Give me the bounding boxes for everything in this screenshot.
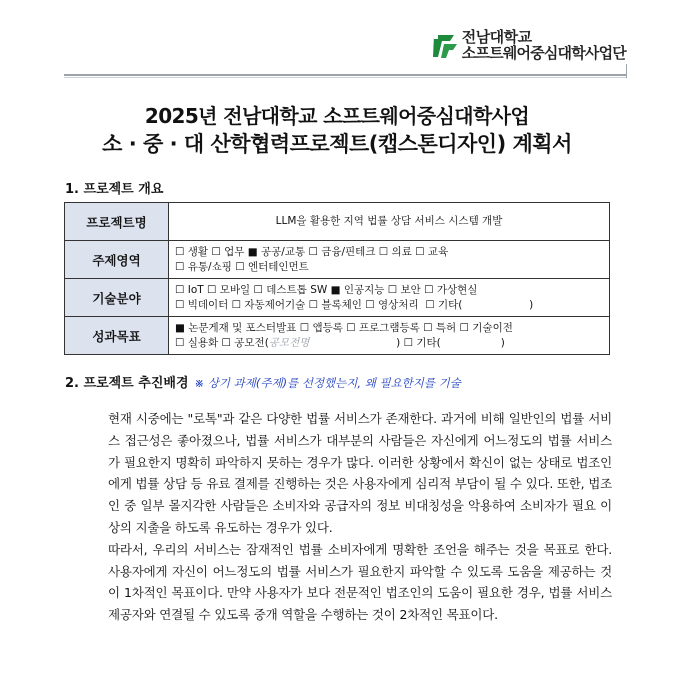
tech-line2: ☐ 빅데이터 ☐ 자동제어기술 ☐ 블록체인 ☐ 영상처리 ☐ 기타( ) bbox=[175, 298, 534, 311]
document-title-line2: 소 · 중 · 대 산학협력프로젝트(캡스톤디자인) 계획서 bbox=[102, 132, 572, 156]
header-divider-thin bbox=[64, 77, 626, 78]
background-body bbox=[108, 408, 612, 626]
project-overview-table bbox=[64, 202, 610, 355]
logo-mark-icon bbox=[432, 32, 458, 60]
goal-value bbox=[169, 317, 610, 355]
project-name-label: 프로젝트명 bbox=[65, 203, 169, 241]
goal-line2-b: ) ☐ 기타( ) bbox=[309, 336, 505, 349]
section1-heading bbox=[65, 178, 163, 197]
tech-label: 기술분야 bbox=[65, 279, 169, 317]
goal-line2-a: ☐ 실용화 ☐ 공모전( bbox=[175, 336, 269, 349]
goal-line1: ■ 논문게재 및 포스터발표 ☐ 앱등록 ☐ 프로그램등록 ☐ 특허 ☐ 기술이전 bbox=[175, 321, 513, 334]
table-row bbox=[65, 317, 610, 355]
section2-heading-text: 2. 프로젝트 추진배경 bbox=[65, 376, 189, 391]
section1-heading-text: 1. 프로젝트 개요 bbox=[65, 182, 164, 197]
table-row bbox=[65, 279, 610, 317]
logo-line2: 소프트웨어중심대학사업단 bbox=[461, 43, 626, 62]
topic-line1: ☐ 생활 ☐ 업무 ■ 공공/교통 ☐ 금융/핀테크 ☐ 의료 ☐ 교육 bbox=[175, 245, 449, 258]
header-divider bbox=[64, 74, 626, 76]
table-row bbox=[65, 241, 610, 279]
table-row bbox=[65, 203, 610, 241]
university-logo bbox=[432, 30, 626, 62]
background-paragraph-1: 현재 시중에는 "로톡"과 같은 다양한 법률 서비스가 존재한다. 과거에 비해 일반인의 법률 서비스 접근성은 좋아졌으나, 법률 서비스가 대부분의 사람들은 자신에게 어느정도의 법률 서비스가 필요한지 명확히 파악하지 못하는 경우가 많다. 이러한 상황에서 확신이 없는 상태로 법조인에게 법률 상담 등 유료 결제를 진행하는 것은 사용자에게 심리적 부담이 될 수 있다. 또한, 법조인 중 일부 몰지각한 사람들은 소비자와 공급자의 정보 비대칭성을 악용하여 소비자가 필요 이상의 지출을 하도록 유도하는 경우가 있다. bbox=[108, 411, 612, 535]
project-name-value: LLM을 활용한 지역 법률 상담 서비스 시스템 개발 bbox=[169, 203, 610, 241]
background-paragraph-2: 따라서, 우리의 서비스는 잠재적인 법률 소비자에게 명확한 조언을 해주는 것을 목표로 한다. 사용자에게 자신이 어느정도의 법률 서비스가 필요한지 파악할 수 있도록 도움을 제공하는 것이 1차적인 목표이다. 만약 사용자가 보다 전문적인 법조인의 도움이 필요한 경우, 법률 서비스 제공자와 연결될 수 있도록 중개 역할을 수행하는 것이 2차적인 목표이다. bbox=[108, 541, 612, 623]
logo-line1: 전남대학교 bbox=[461, 28, 532, 46]
goal-line2 bbox=[175, 336, 603, 351]
header-tick bbox=[626, 64, 627, 78]
topic-line2: ☐ 유통/쇼핑 ☐ 엔터테인먼트 bbox=[175, 260, 309, 273]
section2-note: ※ 상기 과제(주제)를 선정했는지, 왜 필요한지를 기술 bbox=[194, 376, 461, 390]
section2-heading bbox=[65, 372, 461, 391]
topic-label: 주제영역 bbox=[65, 241, 169, 279]
tech-line1: ☐ IoT ☐ 모바일 ☐ 데스트톱 SW ■ 인공지능 ☐ 보안 ☐ 가상현실 bbox=[175, 283, 478, 296]
topic-value bbox=[169, 241, 610, 279]
tech-value bbox=[169, 279, 610, 317]
document-title-line1: 2025년 전남대학교 소프트웨어중심대학사업 bbox=[144, 104, 530, 128]
goal-label: 성과목표 bbox=[65, 317, 169, 355]
contest-name-hint: 공모전명 bbox=[268, 336, 310, 349]
